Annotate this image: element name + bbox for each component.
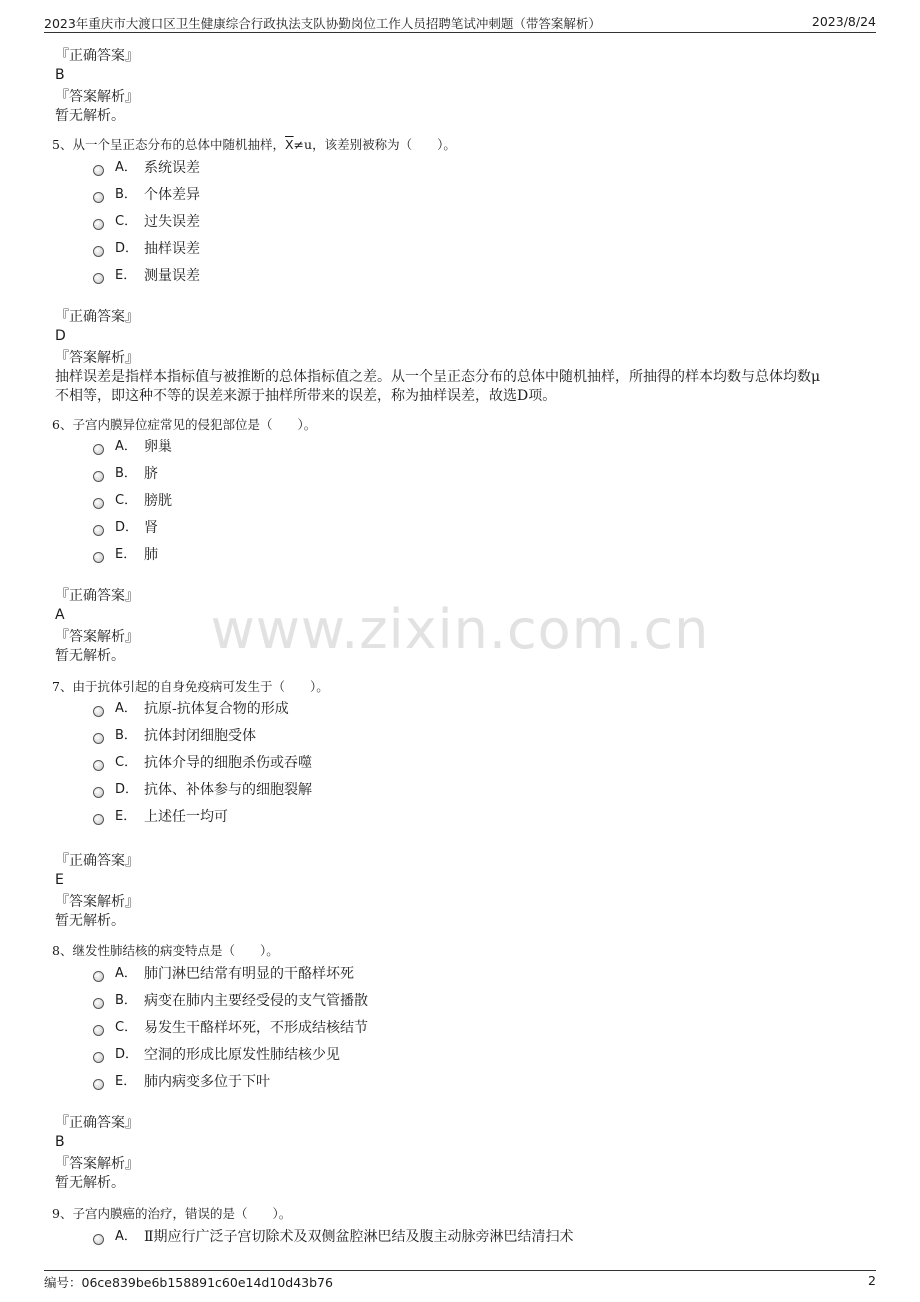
radio-icon[interactable] xyxy=(93,165,104,176)
question-8-option-e[interactable]: E． 肺内病变多位于下叶 xyxy=(93,1072,270,1092)
page-header xyxy=(44,12,876,33)
analysis-text-line-2: 不相等，即这种不等的误差来源于抽样所带来的误差，称为抽样误差，故选D项。 xyxy=(55,388,557,404)
correct-answer-label: 『正确答案』 xyxy=(55,588,139,604)
correct-answer-value: D xyxy=(55,328,66,344)
answer-block-q6 xyxy=(55,586,875,666)
page-number: 2 xyxy=(868,1273,876,1288)
answer-block-q4 xyxy=(55,46,875,126)
question-6-text: 6、子宫内膜异位症常见的侵犯部位是（ ）。 xyxy=(52,417,317,432)
correct-answer-value: B xyxy=(55,67,65,83)
correct-answer-label: 『正确答案』 xyxy=(55,309,139,325)
radio-icon[interactable] xyxy=(93,1234,104,1245)
analysis-label: 『答案解析』 xyxy=(55,350,139,366)
analysis-text: 暂无解析。 xyxy=(55,648,125,664)
analysis-label: 『答案解析』 xyxy=(55,629,139,645)
document-date: 2023/8/24 xyxy=(811,14,876,29)
page-footer xyxy=(44,1270,876,1290)
analysis-text: 暂无解析。 xyxy=(55,108,125,124)
sample-mean-symbol: $\overline{X}$ xyxy=(284,137,294,152)
question-5-option-e[interactable]: E． 测量误差 xyxy=(93,266,200,286)
answer-block-q5 xyxy=(55,307,875,406)
analysis-label: 『答案解析』 xyxy=(55,894,139,910)
correct-answer-value: B xyxy=(55,1134,65,1150)
document-code: 编号：06ce839be6b158891c60e14d10d43b76 xyxy=(44,1275,333,1290)
answer-block-q7 xyxy=(55,851,875,931)
question-8-option-d[interactable]: D． 空洞的形成比原发性肺结核少见 xyxy=(93,1045,340,1065)
radio-icon[interactable] xyxy=(93,471,104,482)
question-8-option-a[interactable]: A． 肺门淋巴结常有明显的干酪样坏死 xyxy=(93,964,354,984)
radio-icon[interactable] xyxy=(93,787,104,798)
radio-icon[interactable] xyxy=(93,273,104,284)
question-7-text: 7、由于抗体引起的自身免疫病可发生于（ ）。 xyxy=(52,679,329,694)
radio-icon[interactable] xyxy=(93,733,104,744)
question-8-text: 8、继发性肺结核的病变特点是（ ）。 xyxy=(52,943,279,958)
radio-icon[interactable] xyxy=(93,498,104,509)
question-6-option-a[interactable]: A． 卵巢 xyxy=(93,437,172,457)
analysis-text-line-1: 抽样误差是指样本指标值与被推断的总体指标值之差。从一个呈正态分布的总体中随机抽样，所抽得的样本均数与总体均数μ xyxy=(55,369,821,385)
radio-icon[interactable] xyxy=(93,971,104,982)
radio-icon[interactable] xyxy=(93,192,104,203)
question-5-option-a[interactable]: A． 系统误差 xyxy=(93,158,200,178)
correct-answer-value: E xyxy=(55,872,64,888)
radio-icon[interactable] xyxy=(93,219,104,230)
question-6-option-b[interactable]: B． 脐 xyxy=(93,464,158,484)
question-7-option-b[interactable]: B． 抗体封闭细胞受体 xyxy=(93,726,256,746)
correct-answer-value: A xyxy=(55,607,65,623)
radio-icon[interactable] xyxy=(93,552,104,563)
question-7-option-e[interactable]: E． 上述任一均可 xyxy=(93,807,228,827)
analysis-text: 暂无解析。 xyxy=(55,913,125,929)
analysis-label: 『答案解析』 xyxy=(55,1156,139,1172)
question-9-text: 9、子宫内膜癌的治疗，错误的是（ ）。 xyxy=(52,1206,292,1221)
radio-icon[interactable] xyxy=(93,998,104,1009)
question-5-option-c[interactable]: C． 过失误差 xyxy=(93,212,200,232)
question-8-option-c[interactable]: C． 易发生干酪样坏死，不形成结核结节 xyxy=(93,1018,368,1038)
analysis-label: 『答案解析』 xyxy=(55,89,139,105)
question-9-option-a[interactable]: A． Ⅱ期应行广泛子宫切除术及双侧盆腔淋巴结及腹主动脉旁淋巴结清扫术 xyxy=(93,1227,574,1247)
answer-block-q8 xyxy=(55,1113,875,1193)
question-6-option-c[interactable]: C． 膀胱 xyxy=(93,491,172,511)
document-title: 2023年重庆市大渡口区卫生健康综合行政执法支队协勤岗位工作人员招聘笔试冲刺题（带答案解析） xyxy=(44,16,601,31)
question-5-text: 5、从一个呈正态分布的总体中随机抽样，$\overline{X}\ne u$，该差别被称为（ ）。 xyxy=(52,137,456,152)
question-7-option-a[interactable]: A． 抗原-抗体复合物的形成 xyxy=(93,699,289,719)
radio-icon[interactable] xyxy=(93,525,104,536)
correct-answer-label: 『正确答案』 xyxy=(55,853,139,869)
question-8-option-b[interactable]: B． 病变在肺内主要经受侵的支气管播散 xyxy=(93,991,368,1011)
correct-answer-label: 『正确答案』 xyxy=(55,48,139,64)
radio-icon[interactable] xyxy=(93,1052,104,1063)
radio-icon[interactable] xyxy=(93,1079,104,1090)
question-6-option-e[interactable]: E． 肺 xyxy=(93,545,158,565)
radio-icon[interactable] xyxy=(93,246,104,257)
question-6-option-d[interactable]: D． 肾 xyxy=(93,518,158,538)
correct-answer-label: 『正确答案』 xyxy=(55,1115,139,1131)
analysis-text: 暂无解析。 xyxy=(55,1175,125,1191)
question-5-option-d[interactable]: D． 抽样误差 xyxy=(93,239,200,259)
radio-icon[interactable] xyxy=(93,760,104,771)
question-7-option-d[interactable]: D． 抗体、补体参与的细胞裂解 xyxy=(93,780,312,800)
radio-icon[interactable] xyxy=(93,444,104,455)
question-5-option-b[interactable]: B． 个体差异 xyxy=(93,185,200,205)
radio-icon[interactable] xyxy=(93,814,104,825)
radio-icon[interactable] xyxy=(93,1025,104,1036)
radio-icon[interactable] xyxy=(93,706,104,717)
question-7-option-c[interactable]: C． 抗体介导的细胞杀伤或吞噬 xyxy=(93,753,312,773)
watermark: www.zixin.com.cn xyxy=(210,598,710,661)
